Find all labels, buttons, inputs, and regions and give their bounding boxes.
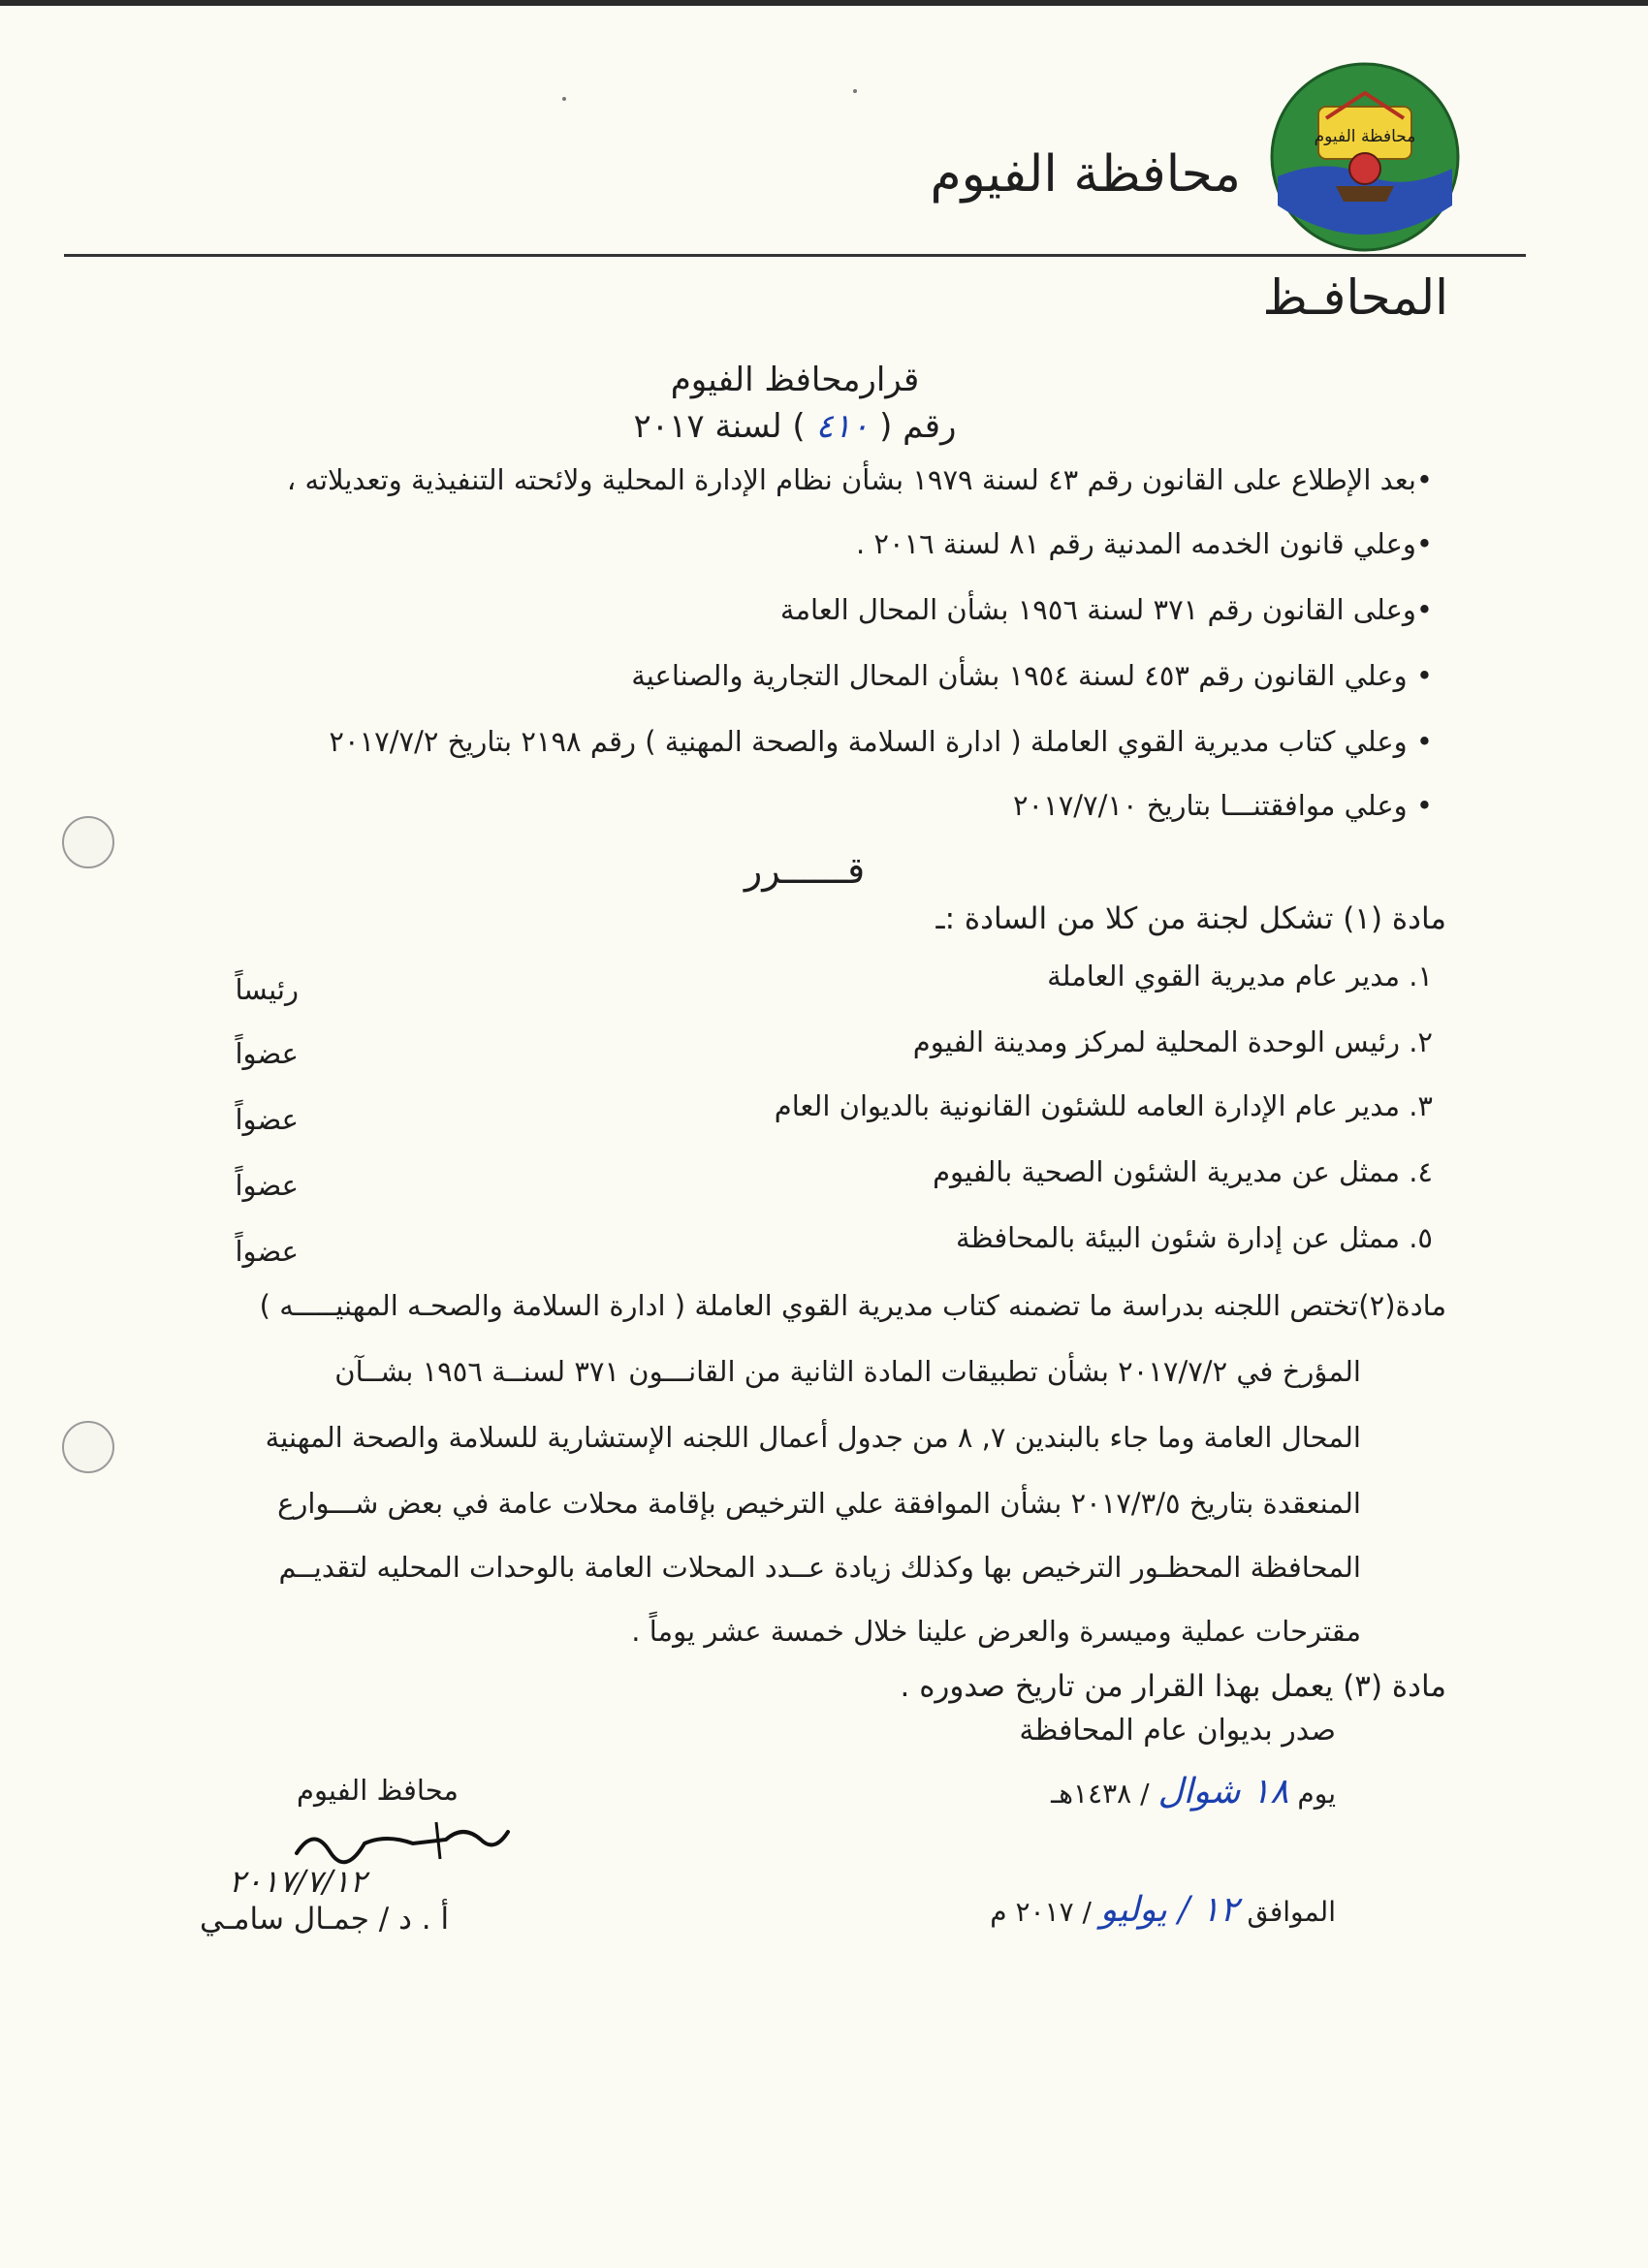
gregorian-rest: / ٢٠١٧ م xyxy=(990,1896,1092,1928)
emblem-text: محافظة الفيوم xyxy=(1314,127,1416,146)
article-2-line: مقترحات عملية وميسرة والعرض علينا خلال خمسة عشر يوماً . xyxy=(631,1615,1361,1648)
committee-member: ٤. ممثل عن مديرية الشئون الصحية بالفيوم xyxy=(933,1155,1433,1188)
punch-hole xyxy=(62,1421,114,1473)
decree-number-suffix: ) لسنة ٢٠١٧ xyxy=(633,407,806,446)
article-2-line: مادة(٢)تختص اللجنه بدراسة ما تضمنه كتاب مديرية القوي العاملة ( ادارة السلامة والصحـه المهنيـــــه ) xyxy=(259,1289,1446,1322)
hijri-rest: / ١٤٣٨هـ xyxy=(1051,1778,1150,1810)
hijri-date xyxy=(1051,1772,1336,1811)
article-1-heading: مادة (١) تشكل لجنة من كلا من السادة :ـ xyxy=(935,901,1446,936)
punch-hole xyxy=(62,816,114,868)
office-title: المحافـظ xyxy=(1262,269,1448,326)
committee-role: رئيساً xyxy=(235,973,299,1006)
preamble-line: •بعد الإطلاع على القانون رقم ٤٣ لسنة ١٩٧٩ بشأن نظام الإدارة المحلية ولائحته التنفيذية وتعديلاته ، xyxy=(286,463,1433,496)
scan-speck xyxy=(562,97,566,101)
committee-member: ١. مدير عام مديرية القوي العاملة xyxy=(1047,960,1433,992)
hijri-prefix: يوم xyxy=(1297,1778,1336,1810)
gregorian-date xyxy=(990,1890,1336,1930)
committee-member: ٣. مدير عام الإدارة العامه للشئون القانونية بالديوان العام xyxy=(774,1089,1433,1122)
decree-number-handwritten: ٤١٠ xyxy=(815,407,870,446)
article-2-line: المؤرخ في ٢٠١٧/٧/٢ بشأن تطبيقات المادة الثانية من القانـــون ٣٧١ لسنــة ١٩٥٦ بشــآن xyxy=(334,1355,1361,1388)
governor-signature-date: ٢٠١٧/٧/١٢ xyxy=(229,1863,366,1900)
decree-number xyxy=(504,407,1086,446)
scan-speck xyxy=(853,89,857,93)
gregorian-prefix: الموافق xyxy=(1247,1896,1336,1928)
preamble-line: •وعلي قانون الخدمه المدنية رقم ٨١ لسنة ٢٠١٦ . xyxy=(855,527,1433,560)
governor-title: محافظ الفيوم xyxy=(297,1774,459,1807)
article-3: مادة (٣) يعمل بهذا القرار من تاريخ صدوره . xyxy=(900,1669,1446,1704)
governorate-name: محافظة الفيوم xyxy=(930,145,1241,204)
issued-at: صدر بديوان عام المحافظة xyxy=(1019,1714,1336,1748)
gregorian-handwritten: ١٢ / يوليو xyxy=(1099,1890,1239,1930)
preamble-line: • وعلي القانون رقم ٤٥٣ لسنة ١٩٥٤ بشأن المحال التجارية والصناعية xyxy=(631,659,1433,692)
committee-member: ٢. رئيس الوحدة المحلية لمركز ومدينة الفيوم xyxy=(912,1025,1433,1058)
governor-name: أ . د / جمـال سامـي xyxy=(200,1902,450,1937)
committee-role: عضواً xyxy=(235,1037,299,1070)
committee-role: عضواً xyxy=(235,1103,299,1136)
header-divider xyxy=(64,254,1526,257)
preamble-line: •وعلى القانون رقم ٣٧١ لسنة ١٩٥٦ بشأن المحال العامة xyxy=(779,593,1433,626)
article-2-line: المحافظة المحظـور الترخيص بها وكذلك زيادة عــدد المحلات العامة بالوحدات المحليه لتقديــم xyxy=(278,1551,1361,1584)
committee-role: عضواً xyxy=(235,1169,299,1202)
article-2-line: المحال العامة وما جاء بالبندين ٧, ٨ من جدول أعمال اللجنه الإستشارية للسلامة والصحة المهنية xyxy=(265,1421,1361,1454)
decree-title: قرارمحافظ الفيوم xyxy=(670,361,920,399)
committee-role: عضواً xyxy=(235,1235,299,1268)
scan-top-edge xyxy=(0,0,1648,6)
article-2-line: المنعقدة بتاريخ ٢٠١٧/٣/٥ بشأن الموافقة علي الترخيص بإقامة محلات عامة في بعض شـــوارع xyxy=(277,1487,1361,1520)
decides-heading: قــــــرر xyxy=(744,849,866,892)
decree-number-prefix: رقم ( xyxy=(879,407,957,446)
governorate-emblem xyxy=(1268,60,1462,254)
hijri-handwritten: ١٨ شوال xyxy=(1157,1772,1289,1811)
preamble-line: • وعلي كتاب مديرية القوي العاملة ( ادارة السلامة والصحة المهنية ) رقم ٢١٩٨ بتاريخ ٢٠١٧/٧/٢ xyxy=(329,725,1433,758)
governor-signature xyxy=(291,1814,514,1869)
preamble-line: • وعلي موافقتنـــا بتاريخ ٢٠١٧/٧/١٠ xyxy=(1012,789,1433,822)
committee-member: ٥. ممثل عن إدارة شئون البيئة بالمحافظة xyxy=(955,1221,1433,1254)
